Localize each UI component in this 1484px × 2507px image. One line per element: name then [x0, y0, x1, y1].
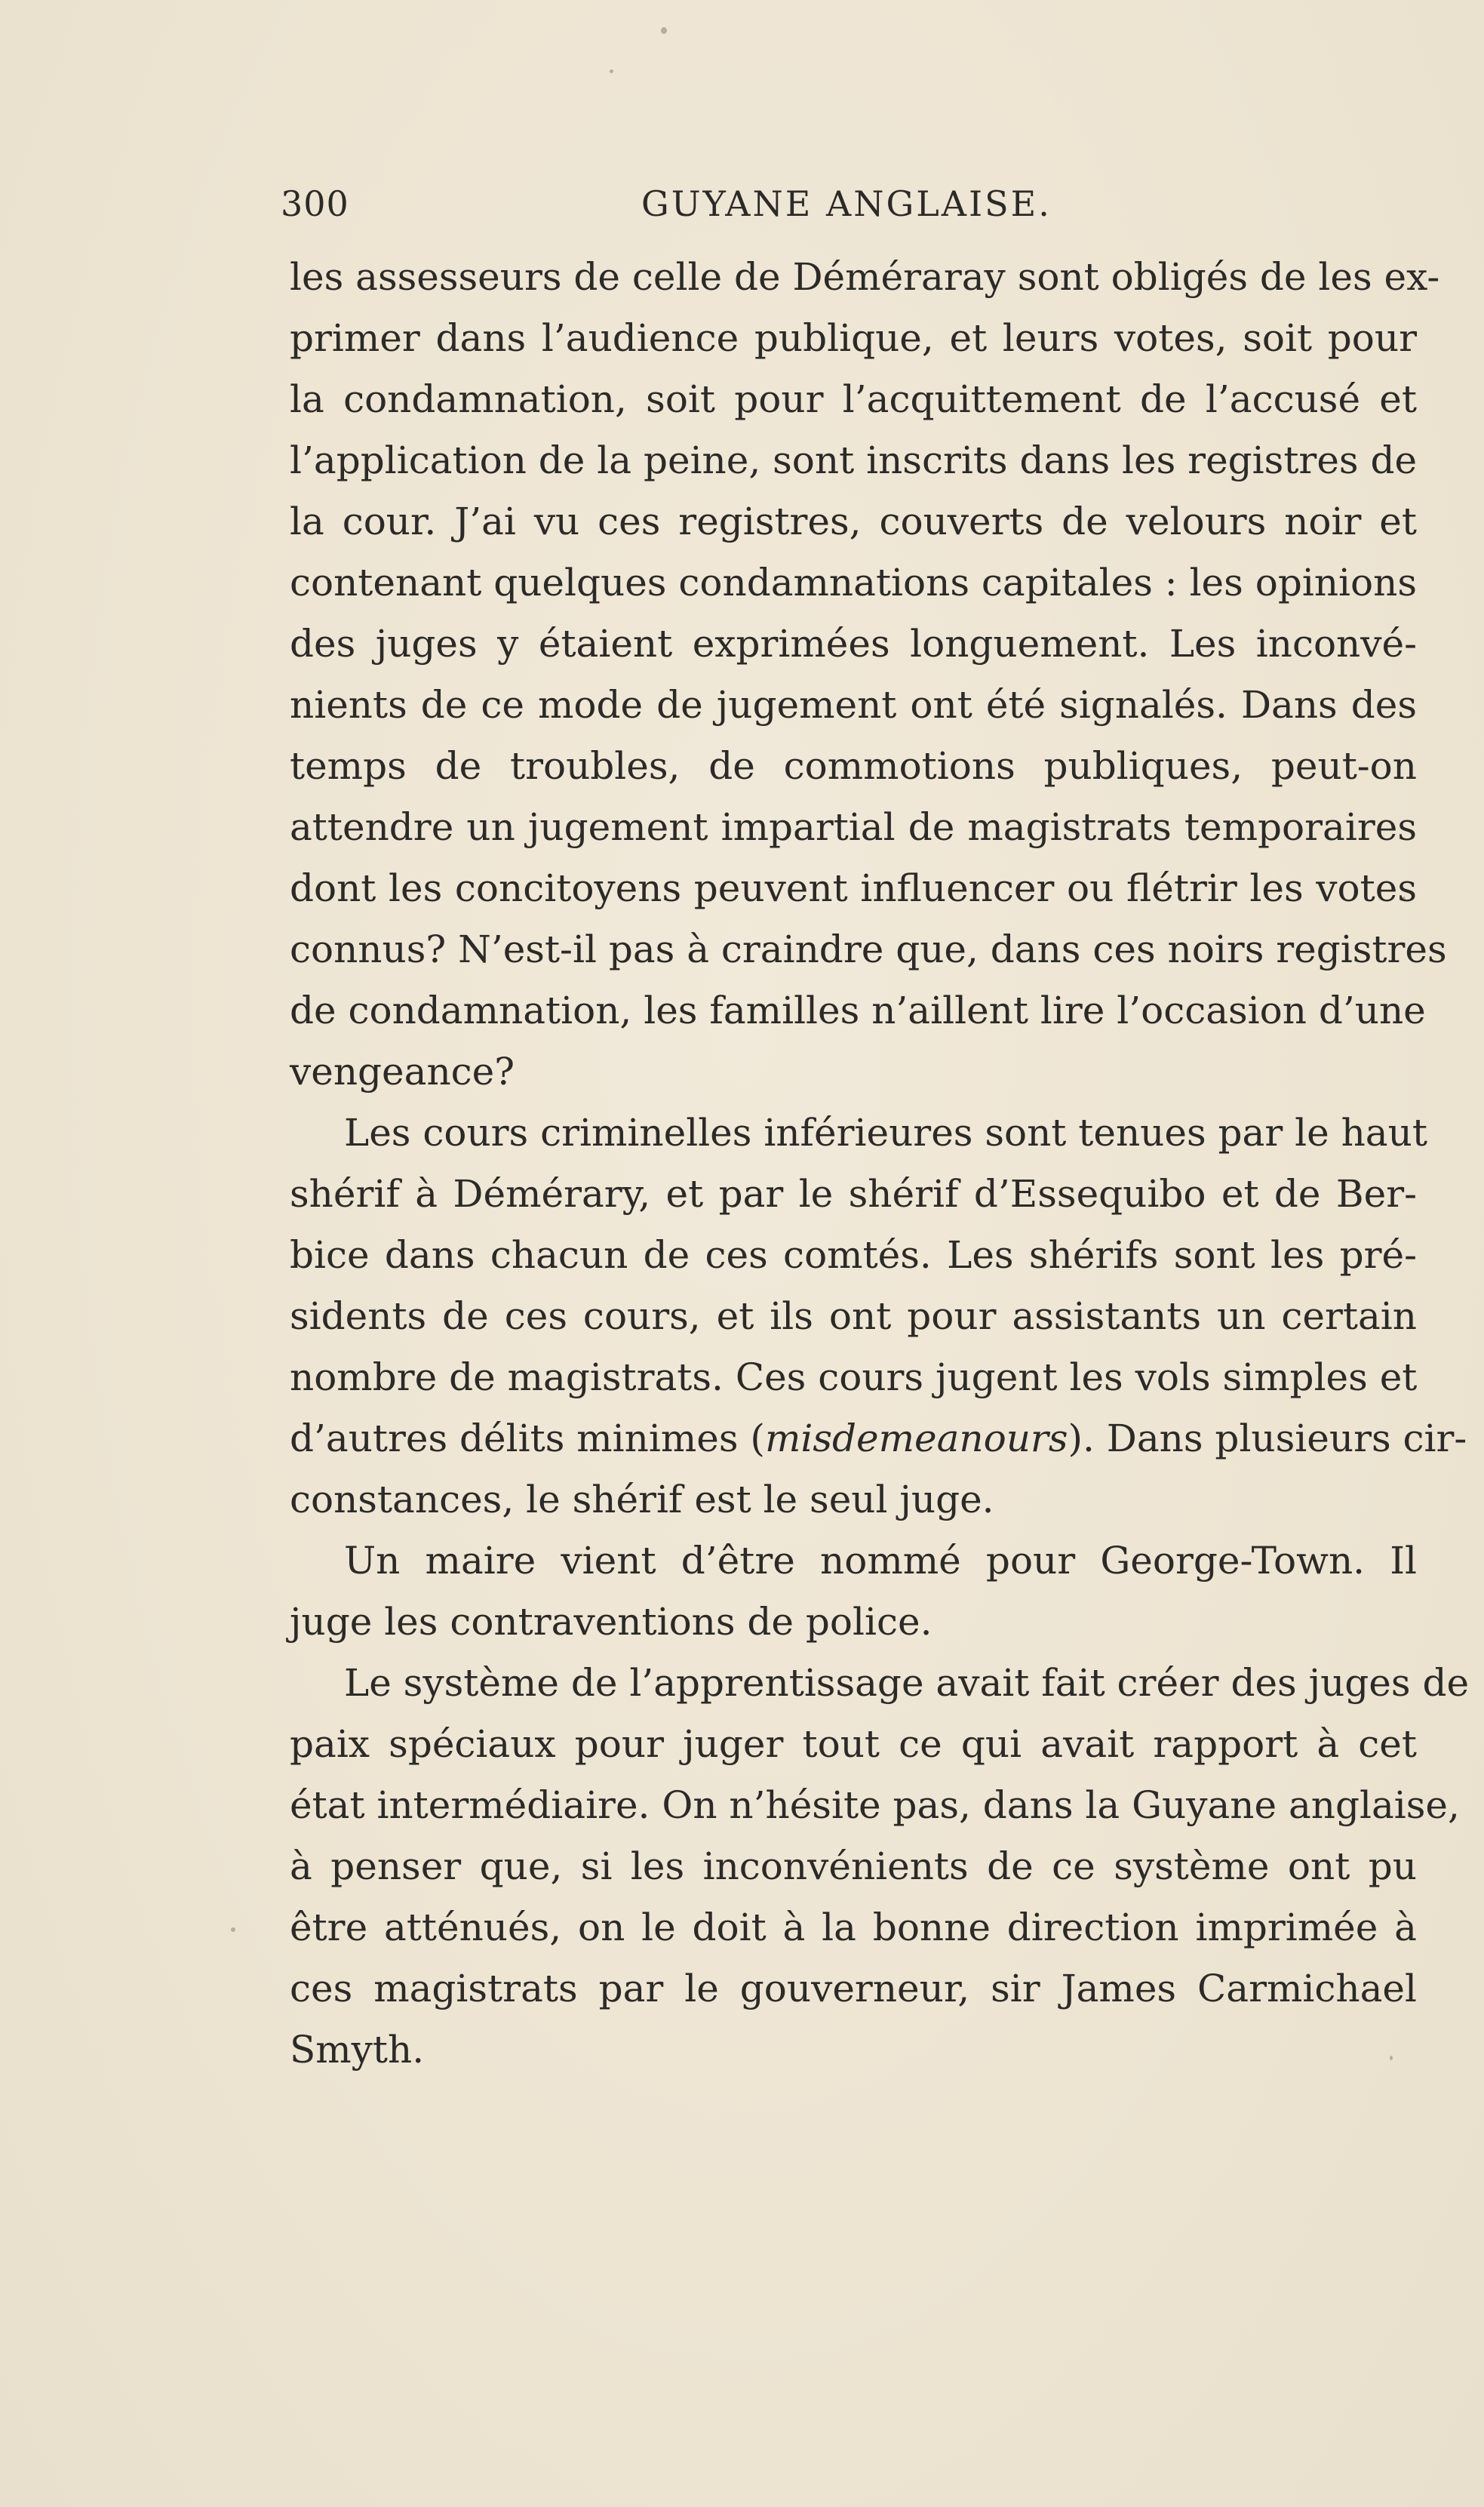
text-line: à penser que, si les inconvénients de ce système ont pu — [290, 1844, 1417, 1888]
running-title: GUYANE ANGLAISE. — [641, 183, 1052, 224]
text-line: contenant quelques condamnations capitales : les opinions — [290, 561, 1417, 604]
page-number: 300 — [281, 183, 349, 224]
text-line: nombre de magistrats. Ces cours jugent les vols simples et — [290, 1355, 1418, 1399]
text-line: Smyth. — [290, 2028, 425, 2072]
italic-term: misdemeanours — [764, 1417, 1068, 1460]
text-line: paix spéciaux pour juger tout ce qui avait rapport à cet — [290, 1722, 1417, 1766]
text-line: la condamnation, soit pour l’acquittement de l’accusé et — [290, 377, 1417, 421]
text-line: dont les concitoyens peuvent influencer ou flétrir les votes — [290, 866, 1417, 910]
text-line: Un maire vient d’être nommé pour George-Town. Il — [344, 1539, 1417, 1583]
text-line: primer dans l’audience publique, et leurs votes, soit pour — [290, 316, 1417, 360]
text-line: être atténués, on le doit à la bonne direction imprimée à — [290, 1906, 1417, 1949]
text-line: la cour. J’ai vu ces registres, couverts de velours noir et — [290, 500, 1417, 543]
text-line: les assesseurs de celle de Déméraray sont obligés de les ex- — [290, 255, 1440, 299]
text-line: de condamnation, les familles n’aillent lire l’occasion d’une — [290, 989, 1426, 1032]
text-fragment: d’autres délits minimes ( — [290, 1417, 765, 1460]
text-fragment: ). Dans plusieurs cir- — [1068, 1417, 1467, 1460]
text-line: vengeance? — [290, 1050, 515, 1094]
paper-speck — [661, 27, 667, 34]
text-line: ces magistrats par le gouverneur, sir James Carmichael — [290, 1967, 1417, 2010]
text-line: état intermédiaire. On n’hésite pas, dans la Guyane anglaise, — [290, 1783, 1460, 1827]
page-header — [281, 183, 1073, 236]
text-line: connus? N’est-il pas à craindre que, dans ces noirs registres — [290, 927, 1447, 971]
text-line — [290, 1408, 1467, 1469]
text-line: juge les contraventions de police. — [290, 1600, 932, 1644]
paper-speck — [231, 1927, 235, 1932]
text-line: l’application de la peine, sont inscrits dans les registres de — [290, 438, 1418, 482]
text-line: shérif à Démérary, et par le shérif d’Essequibo et de Ber- — [290, 1172, 1417, 1216]
text-line: constances, le shérif est le seul juge. — [290, 1478, 994, 1521]
text-line: attendre un jugement impartial de magistrats temporaires — [290, 805, 1417, 849]
text-line: Les cours criminelles inférieures sont tenues par le haut — [344, 1111, 1427, 1155]
paper-speck — [610, 69, 613, 73]
text-line: des juges y étaient exprimées longuement. Les inconvé- — [290, 622, 1417, 666]
text-line: bice dans chacun de ces comtés. Les shérifs sont les pré- — [290, 1233, 1417, 1277]
text-line: sidents de ces cours, et ils ont pour assistants un certain — [290, 1294, 1417, 1338]
text-line: nients de ce mode de jugement ont été signalés. Dans des — [290, 683, 1417, 727]
body-text — [290, 247, 1470, 2081]
text-line: Le système de l’apprentissage avait fait créer des juges de — [344, 1661, 1470, 1705]
text-line: temps de troubles, de commotions publiques, peut-on — [290, 744, 1417, 788]
